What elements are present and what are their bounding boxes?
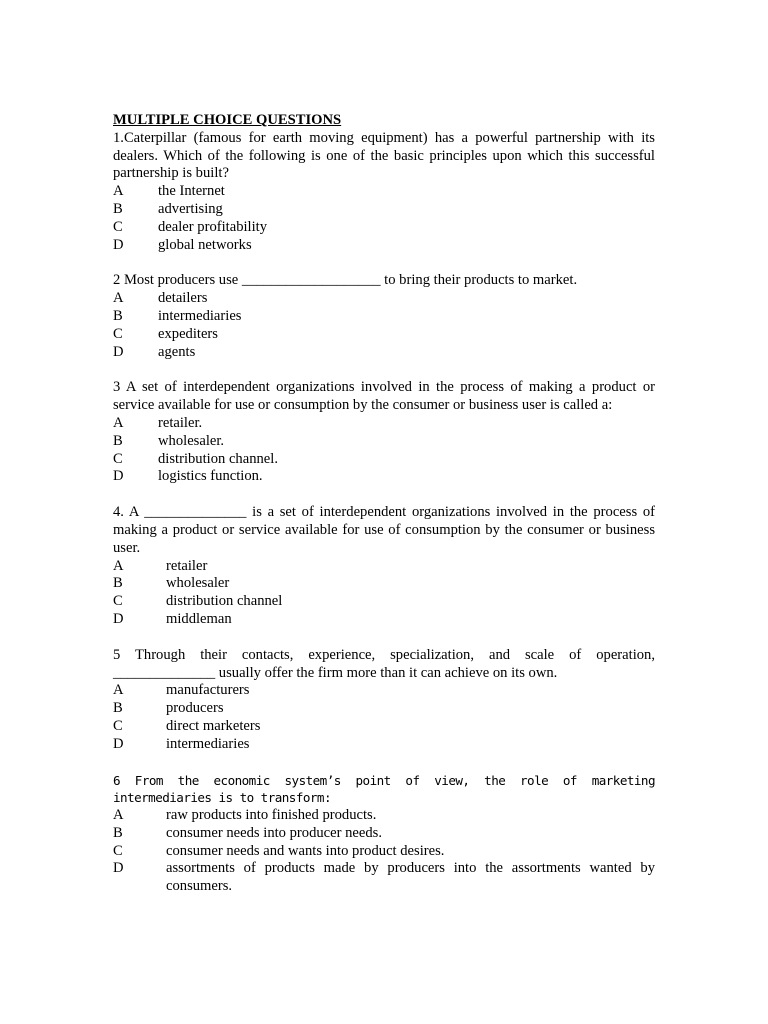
option-letter: D	[113, 236, 124, 253]
option-letter: B	[113, 200, 123, 217]
option-b	[113, 575, 655, 593]
option-text: assortments of products made by producers into the assortments wanted by consumers.	[166, 860, 655, 895]
option-text: wholesaler.	[158, 432, 225, 449]
option-letter: B	[113, 307, 123, 324]
option-letter: D	[113, 468, 124, 485]
option-text: direct marketers	[166, 717, 261, 734]
option-c	[113, 843, 655, 861]
option-b	[113, 201, 655, 219]
option-text: middleman	[166, 610, 232, 627]
option-letter: D	[113, 610, 124, 627]
option-text: manufacturers	[166, 682, 250, 699]
option-text: expediters	[158, 325, 218, 342]
question-text: 3 A set of interdependent organizations involved in the process of making a product or service available for use or consumption by the consumer or business user is called a:	[113, 379, 655, 414]
option-d	[113, 736, 655, 754]
spacer	[113, 361, 655, 379]
option-letter: B	[113, 432, 123, 449]
option-text: intermediaries	[158, 307, 242, 324]
option-c	[113, 326, 655, 344]
question-4	[113, 504, 655, 629]
option-letter: A	[113, 290, 124, 307]
option-letter: A	[113, 807, 124, 824]
option-b	[113, 433, 655, 451]
option-a	[113, 290, 655, 308]
option-letter: C	[113, 717, 123, 734]
option-a	[113, 807, 655, 825]
option-d	[113, 611, 655, 629]
question-2	[113, 272, 655, 361]
spacer	[113, 629, 655, 647]
option-text: retailer.	[158, 414, 203, 431]
option-letter: C	[113, 325, 123, 342]
question-5	[113, 647, 655, 754]
option-letter: A	[113, 682, 124, 699]
option-letter: D	[113, 343, 124, 360]
option-letter: B	[113, 700, 123, 717]
option-a	[113, 183, 655, 201]
option-c	[113, 593, 655, 611]
option-text: retailer	[166, 557, 208, 574]
option-text: intermediaries	[166, 735, 250, 752]
question-1	[113, 130, 655, 255]
option-text: the Internet	[158, 183, 225, 200]
question-3	[113, 379, 655, 486]
option-letter: A	[113, 557, 124, 574]
option-d	[113, 468, 655, 486]
option-a	[113, 415, 655, 433]
spacer	[113, 254, 655, 272]
option-letter: B	[113, 824, 123, 841]
option-letter: A	[113, 414, 124, 431]
option-text: agents	[158, 343, 196, 360]
option-letter: D	[113, 860, 124, 877]
option-letter: C	[113, 218, 123, 235]
option-text: distribution channel	[166, 593, 283, 610]
option-letter: D	[113, 735, 124, 752]
option-letter: C	[113, 593, 123, 610]
option-letter: C	[113, 450, 123, 467]
question-text: 6 From the economic system’s point of view, the role of marketing intermediaries is to transform:	[113, 772, 655, 806]
option-text: raw products into finished products.	[166, 807, 377, 824]
option-text: consumer needs and wants into product desires.	[166, 842, 445, 859]
option-a	[113, 558, 655, 576]
option-b	[113, 825, 655, 843]
option-b	[113, 700, 655, 718]
question-text: 4. A ______________ is a set of interdependent organizations involved in the process of making a product or service available for use of consumption by the consumer or business user.	[113, 504, 655, 556]
question-text: 5 Through their contacts, experience, specialization, and scale of operation, ______________ usually offer the firm more than it can achieve on its own.	[113, 646, 655, 681]
question-text: 2 Most producers use ___________________ to bring their products to market.	[113, 272, 578, 289]
option-d	[113, 344, 655, 362]
option-d	[113, 860, 655, 896]
option-c	[113, 718, 655, 736]
option-text: wholesaler	[166, 575, 230, 592]
option-text: consumer needs into producer needs.	[166, 824, 382, 841]
page-title: MULTIPLE CHOICE QUESTIONS	[113, 112, 342, 128]
option-b	[113, 308, 655, 326]
option-d	[113, 237, 655, 255]
option-text: advertising	[158, 200, 223, 217]
question-6	[113, 772, 655, 897]
option-text: detailers	[158, 290, 208, 307]
option-letter: B	[113, 575, 123, 592]
option-text: logistics function.	[158, 468, 263, 485]
option-letter: A	[113, 183, 124, 200]
spacer	[113, 754, 655, 772]
question-text: 1.Caterpillar (famous for earth moving equipment) has a powerful partnership with its dealers. Which of the following is one of the basic principles upon which this successful partnership is built?	[113, 129, 655, 182]
spacer	[113, 486, 655, 504]
document-page	[113, 112, 655, 896]
option-letter: C	[113, 842, 123, 859]
option-text: dealer profitability	[158, 218, 268, 235]
option-text: global networks	[158, 236, 252, 253]
option-c	[113, 451, 655, 469]
option-c	[113, 219, 655, 237]
option-text: producers	[166, 700, 224, 717]
option-text: distribution channel.	[158, 450, 278, 467]
option-a	[113, 682, 655, 700]
